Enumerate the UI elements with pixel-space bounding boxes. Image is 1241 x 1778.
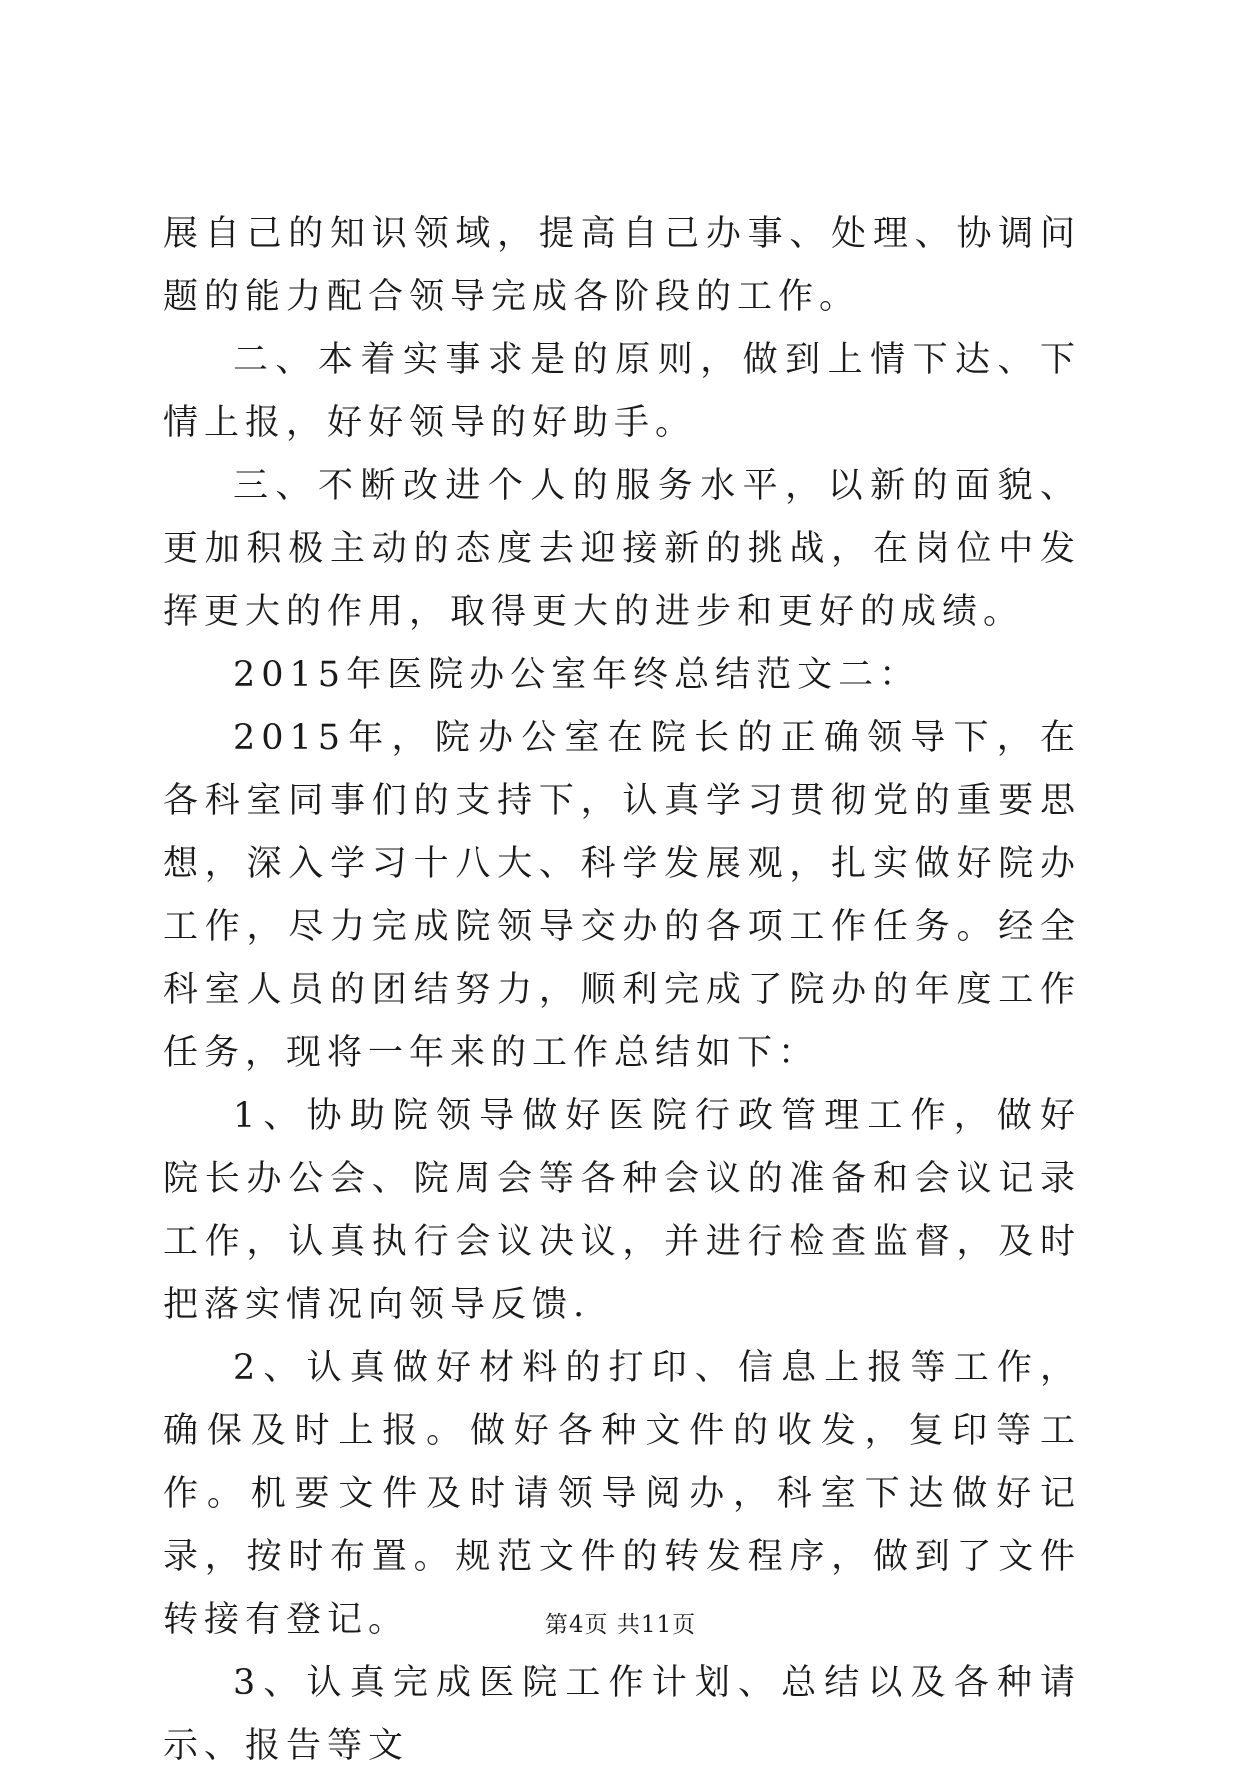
paragraph-intro: 2015年，院办公室在院长的正确领导下，在各科室同事们的支持下，认真学习贯彻党的重要思想，深入学习十八大、科学发展观，扎实做好院办工作，尽力完成院领导交办的各项工作任务。经全科室人员的团结努力，顺利完成了院办的年度工作任务，现将一年来的工作总结如下： <box>163 718 1081 1073</box>
section-heading: 2015年医院办公室年终总结范文二： <box>233 655 921 695</box>
paragraph-item-2: 二、本着实事求是的原则，做到上情下达、下情上报，好好领导的好助手。 <box>163 340 1081 443</box>
page-number-footer: 第4页 共11页 <box>544 1612 697 1638</box>
document-body <box>163 203 1081 1778</box>
paragraph-continuation: 展自己的知识领域，提高自己办事、处理、协调问题的能力配合领导完成各阶段的工作。 <box>163 214 1081 317</box>
paragraph-point-2: 2、认真做好材料的打印、信息上报等工作，确保及时上报。做好各种文件的收发，复印等工作。机要文件及时请领导阅办，科室下达做好记录，按时布置。规范文件的转发程序，做到了文件转接有登记。 <box>163 1348 1081 1640</box>
paragraph-point-1: 1、协助院领导做好医院行政管理工作，做好院长办公会、院周会等各种会议的准备和会议记录工作，认真执行会议决议，并进行检查监督，及时把落实情况向领导反馈. <box>163 1096 1081 1325</box>
paragraph-point-3: 3、认真完成医院工作计划、总结以及各种请示、报告等文 <box>163 1663 1081 1766</box>
paragraph-item-3: 三、不断改进个人的服务水平，以新的面貌、更加积极主动的态度去迎接新的挑战，在岗位中发挥更大的作用，取得更大的进步和更好的成绩。 <box>163 466 1081 632</box>
